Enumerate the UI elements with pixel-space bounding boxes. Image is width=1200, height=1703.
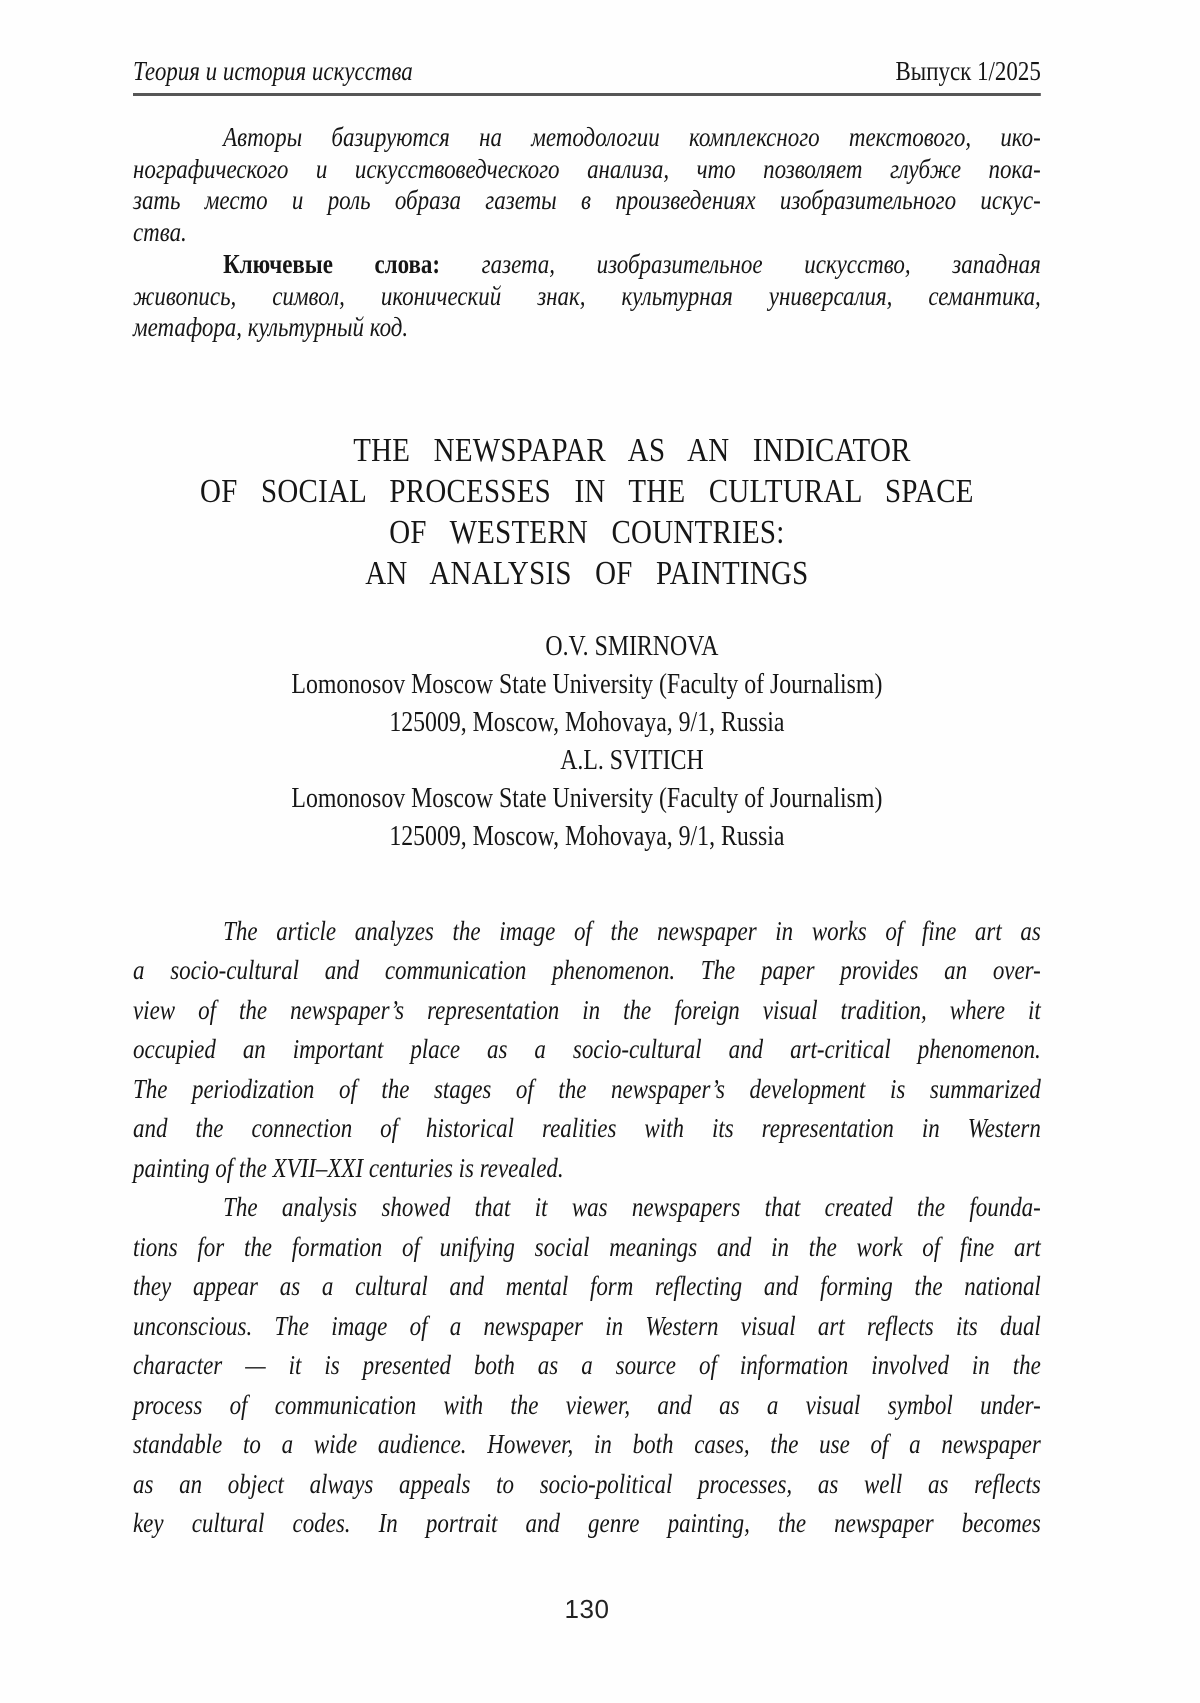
abstract-line: painting of the XVII–XXI centuries is revealed. [133,1152,564,1183]
article-title-line: OF SOCIAL PROCESSES IN THE CULTURAL SPACE [200,472,974,510]
abstract-line: The periodization of the stages of the newspaper’s development is summarized [133,1073,1041,1104]
keywords-label: Ключевые слова: [223,248,441,279]
abstract-line: and the connection of historical realities with its representation in Western [133,1113,1041,1144]
article-title-line: AN ANALYSIS OF PAINTINGS [365,554,809,592]
article-title-line: THE NEWSPAPAR AS AN INDICATOR [353,431,911,469]
annotation-paragraph [133,122,1041,249]
keywords-first-line-text: газета, изобразительное искусство, западная [481,248,1041,279]
article-title [133,430,1041,594]
abstract-line: key cultural codes. In portrait and genre painting, the newspaper becomes [133,1508,1041,1539]
keywords-paragraph [133,249,1041,344]
abstract-line: process of communication with the viewer, and as a visual symbol under- [133,1389,1041,1420]
abstract-line: The article analyzes the image of the newspaper in works of fine art as [223,915,1041,946]
annotation-line: зать место и роль образа газеты в произведениях изобразительного искус- [133,185,1041,216]
keywords-lines [133,281,1041,344]
annotation-line: ства. [133,217,187,248]
annotation-line: Авторы базируются на методологии комплексного текстового, ико- [223,122,1041,152]
abstract-line: they appear as a cultural and mental form reflecting and forming the national [133,1271,1041,1302]
abstract-line: view of the newspaper’s representation in the foreign visual tradition, where it [133,994,1041,1025]
author-affiliation: Lomonosov Moscow State University (Faculty of Journalism) [291,668,883,700]
author-name: A.L. SVITICH [560,744,704,776]
journal-section-title: Теория и история искусства [133,56,413,86]
author-affiliation: Lomonosov Moscow State University (Faculty of Journalism) [291,782,883,814]
abstract-line: unconscious. The image of a newspaper in Western visual art reflects its dual [133,1310,1041,1341]
abstract-line: character — it is presented both as a source of information involved in the [133,1350,1041,1381]
abstract-paragraph-1 [133,912,1041,1189]
page-content [133,56,1041,1544]
keywords-line: метафора, культурный код. [133,312,409,343]
page-number: 130 [564,1594,610,1624]
abstract-line: tions for the formation of unifying social meanings and in the work of fine art [133,1231,1041,1262]
annotation-line: нографического и искусствоведческого анализа, что позволяет глубже пока- [133,153,1041,184]
abstract-line: as an object always appeals to socio-political processes, as well as reflects [133,1468,1041,1499]
journal-issue: Выпуск 1/2025 [895,56,1041,86]
author-address: 125009, Moscow, Mohovaya, 9/1, Russia [389,706,785,738]
authors-block [133,628,1041,856]
abstract-paragraph-2 [133,1188,1041,1544]
abstract-line: The analysis showed that it was newspapers that created the founda- [223,1192,1041,1223]
running-header [133,56,1041,86]
keywords-first-line [133,249,1041,281]
abstract-line: occupied an important place as a socio-cultural and art-critical phenomenon. [133,1034,1041,1065]
author-name: O.V. SMIRNOVA [545,630,719,662]
header-rule [133,93,1041,96]
keywords-line: живопись, символ, иконический знак, культурная универсалия, семантика, [133,280,1041,311]
author-address: 125009, Moscow, Mohovaya, 9/1, Russia [389,820,785,852]
abstract-line: standable to a wide audience. However, in both cases, the use of a newspaper [133,1429,1041,1460]
abstract-line: a socio-cultural and communication phenomenon. The paper provides an over- [133,955,1041,986]
article-title-line: OF WESTERN COUNTRIES: [389,513,785,551]
